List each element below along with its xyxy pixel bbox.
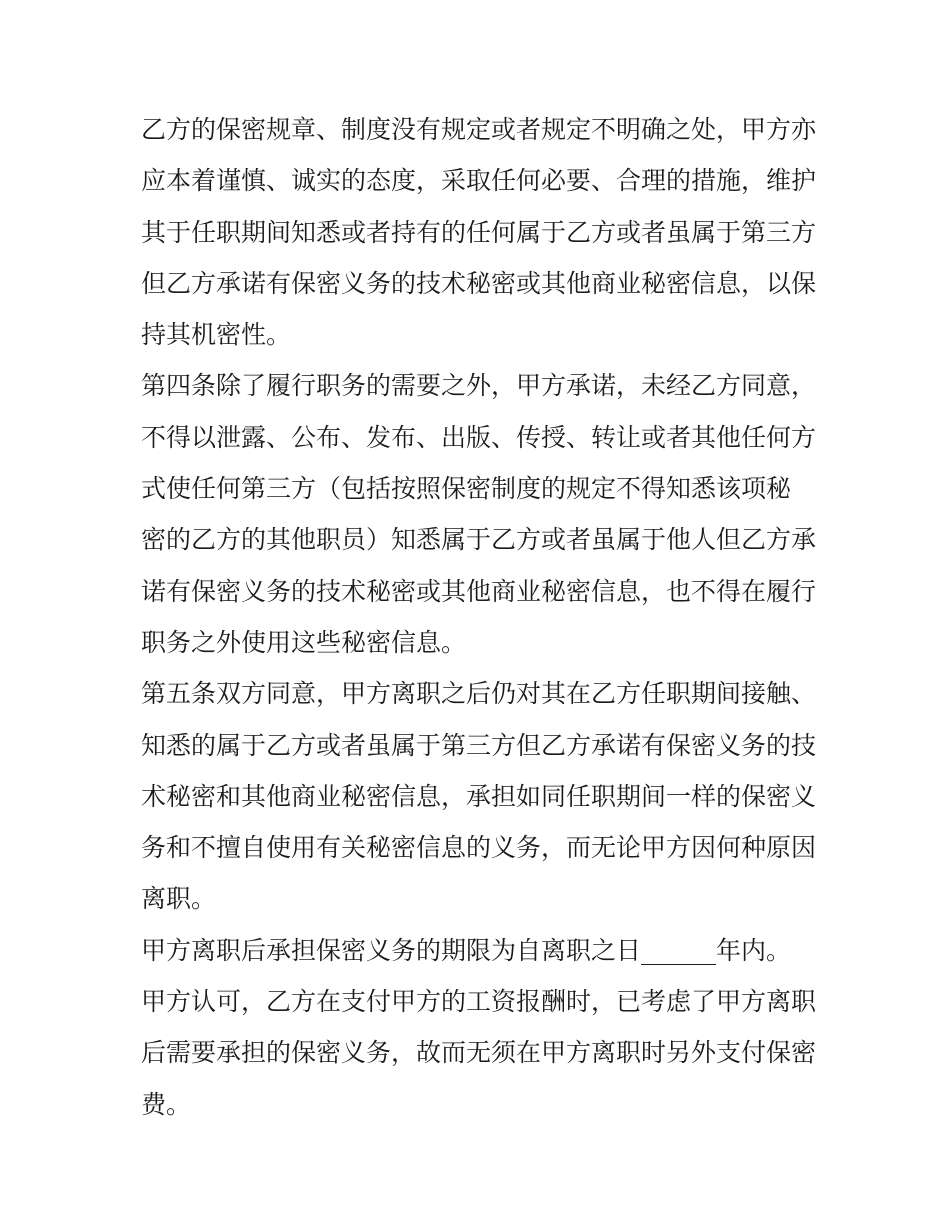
text-line: 后需要承担的保密义务，故而无须在甲方离职时另外支付保密: [141, 1038, 817, 1068]
text-line: 务和不擅自使用有关秘密信息的义务，而无论甲方因何种原因: [141, 833, 817, 863]
text-line: 术秘密和其他商业秘密信息，承担如同任职期间一样的保密义: [141, 781, 817, 811]
text-line: 费。: [141, 1089, 192, 1119]
text-line: 诺有保密义务的技术秘密或其他商业秘密信息，也不得在履行: [141, 576, 817, 606]
article-4-start: 第四条除了履行职务的需要之外，甲方承诺，未经乙方同意，: [141, 371, 817, 401]
text-line: 知悉的属于乙方或者虽属于第三方但乙方承诺有保密义务的技: [141, 730, 817, 760]
text-line: 持其机密性。: [141, 320, 292, 350]
text-line: 其于任职期间知悉或者持有的任何属于乙方或者虽属于第三方: [141, 217, 817, 247]
text-line: 但乙方承诺有保密义务的技术秘密或其他商业秘密信息，以保: [141, 268, 817, 298]
text-line: 应本着谨慎、诚实的态度，采取任何必要、合理的措施，维护: [141, 166, 817, 196]
text-line: 甲方认可，乙方在支付甲方的工资报酬时，已考虑了甲方离职: [141, 987, 817, 1017]
article-5-start: 第五条双方同意，甲方离职之后仍对其在乙方任职期间接触、: [141, 679, 817, 709]
confidentiality-term-line: 甲方离职后承担保密义务的期限为自离职之日______年内。: [141, 935, 792, 965]
text-line: 乙方的保密规章、制度没有规定或者规定不明确之处，甲方亦: [141, 115, 817, 144]
text-line: 式使任何第三方（包括按照保密制度的规定不得知悉该项秘: [141, 474, 792, 504]
text-line: 离职。: [141, 884, 217, 914]
text-line: 职务之外使用这些秘密信息。: [141, 627, 467, 657]
document-body: [141, 104, 817, 1130]
text-line: 不得以泄露、公布、发布、出版、传授、转让或者其他任何方: [141, 422, 817, 452]
text-line: 密的乙方的其他职员）知悉属于乙方或者虽属于他人但乙方承: [141, 525, 817, 555]
